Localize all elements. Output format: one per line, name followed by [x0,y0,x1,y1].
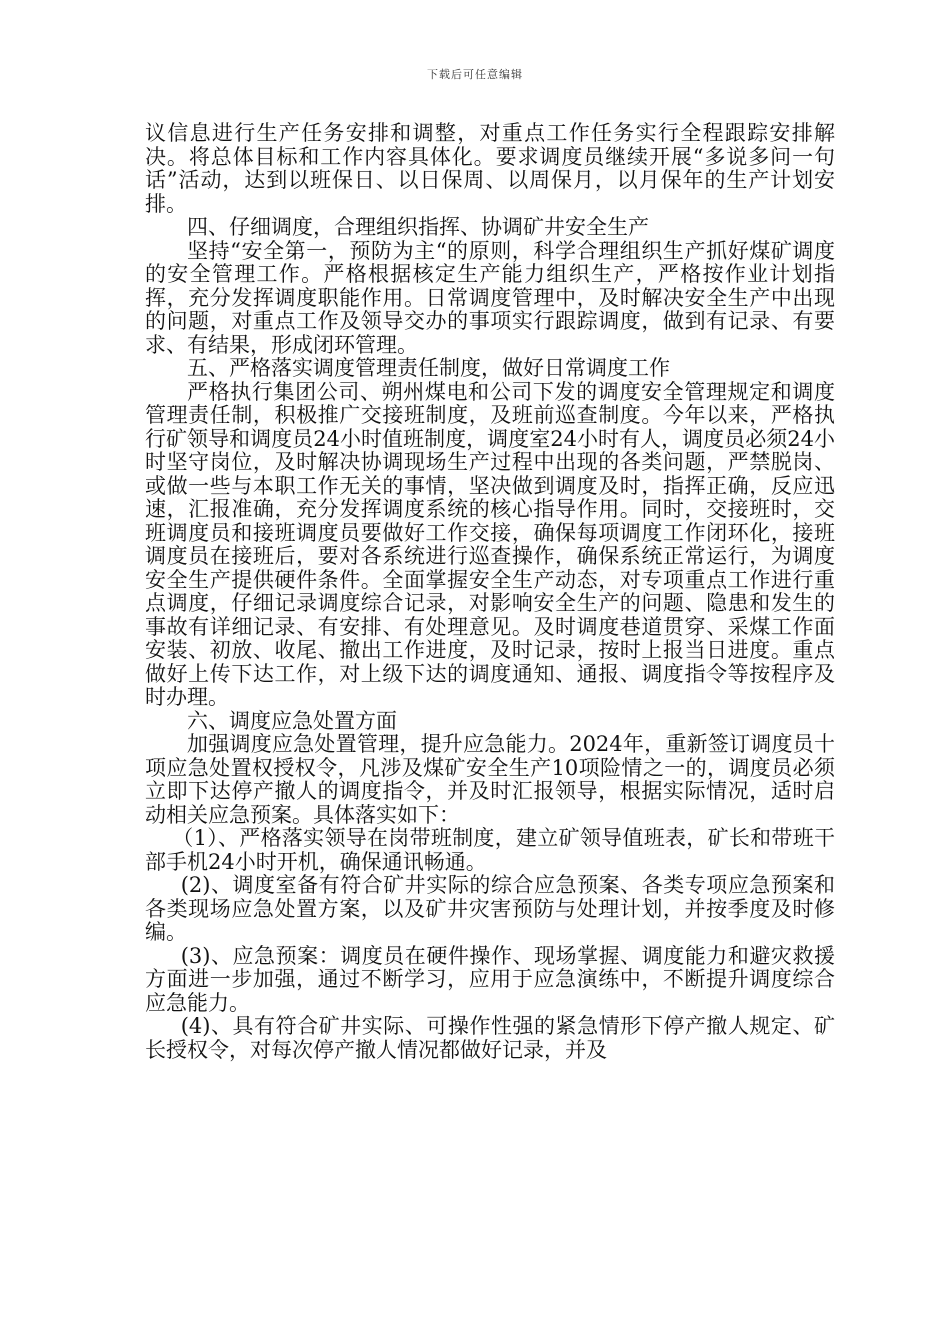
paragraph-schedule-arrangement: 议信息进行生产任务安排和调整，对重点工作任务实行全程跟踪安排解决。将总体目标和工作内容具体化。要求调度员继续开展“多说多问一句话”活动，达到以班保日、以日保周、以周保月，以月保年的生产计划安排。 [145,121,835,216]
section-heading-6: 六、调度应急处置方面 [187,708,397,733]
page-header-note: 下载后可任意编辑 [427,68,523,81]
section-heading-5: 五、严格落实调度管理责任制度，做好日常调度工作 [187,356,670,380]
paragraph-emergency-management: 加强调度应急处置管理，提升应急能力。2024年，重新签订调度员十项应急处置权授权令，凡涉及煤矿安全生产10项险情之一的，调度员必须立即下达停产撤人的调度指令，并及时汇报领导，根据实际情况，适时启动相关应急预案。具体落实如下： [145,732,835,827]
paragraph-safety-first: 坚持“安全第一，预防为主“的原则，科学合理组织生产抓好煤矿调度的安全管理工作。严格根据核定生产能力组织生产，严格按作业计划指挥，充分发挥调度职能作用。日常调度管理中，及时解决安全生产中出现的问题，对重点工作及领导交办的事项实行跟踪调度，做到有记录、有要求、有结果，形成闭环管理。 [145,238,835,357]
paragraph-responsibility-system: 严格执行集团公司、朔州煤电和公司下发的调度安全管理规定和调度管理责任制，积极推广交接班制度，及班前巡查制度。今年以来，严格执行矿领导和调度员24小时值班制度，调度室24小时有人，调度员必须24小时坚守岗位，及时解决协调现场生产过程中出现的各类问题，严禁脱岗、或做一些与本职工作无关的事情，坚决做到调度及时，指挥正确，反应迅速，汇报准确，充分发挥调度系统的核心指导作用。同时，交接班时，交班调度员和接班调度员要做好工作交接，确保每项调度工作闭环化，接班调度员在接班后，要对各系统进行巡查操作，确保系统正常运行，为调度安全生产提供硬件条件。全面掌握安全生产动态，对专项重点工作进行重点调度，仔细记录调度综合记录，对影响安全生产的问题、隐患和发生的事故有详细记录、有安排、有处理意见。及时调度巷道贯穿、采煤工作面安装、初放、收尾、撤出工作进度，及时记录，按时上报当日进度。重点做好上传下达工作，对上级下达的调度通知、通报、调度指令等按程序及时办理。 [145,379,835,709]
section-heading-4: 四、仔细调度，合理组织指挥、协调矿井安全生产 [187,215,649,239]
list-item-3: (3)、应急预案：调度员在硬件操作、现场掌握、调度能力和避灾救援方面进一步加强，通过不断学习，应用于应急演练中，不断提升调度综合应急能力。 [145,943,835,1015]
document-body [145,122,835,1062]
list-item-2: (2)、调度室备有符合矿井实际的综合应急预案、各类专项应急预案和各类现场应急处置方案，以及矿井灾害预防与处理计划，并按季度及时修编。 [145,873,835,944]
list-item-1: （1）、严格落实领导在岗带班制度，建立矿领导值班表，矿长和带班干部手机24小时开机，确保通讯畅通。 [145,826,835,874]
list-item-4: (4)、具有符合矿井实际、可操作性强的紧急情形下停产撤人规定、矿长授权令，对每次停产撤人情况都做好记录，并及 [145,1014,835,1062]
